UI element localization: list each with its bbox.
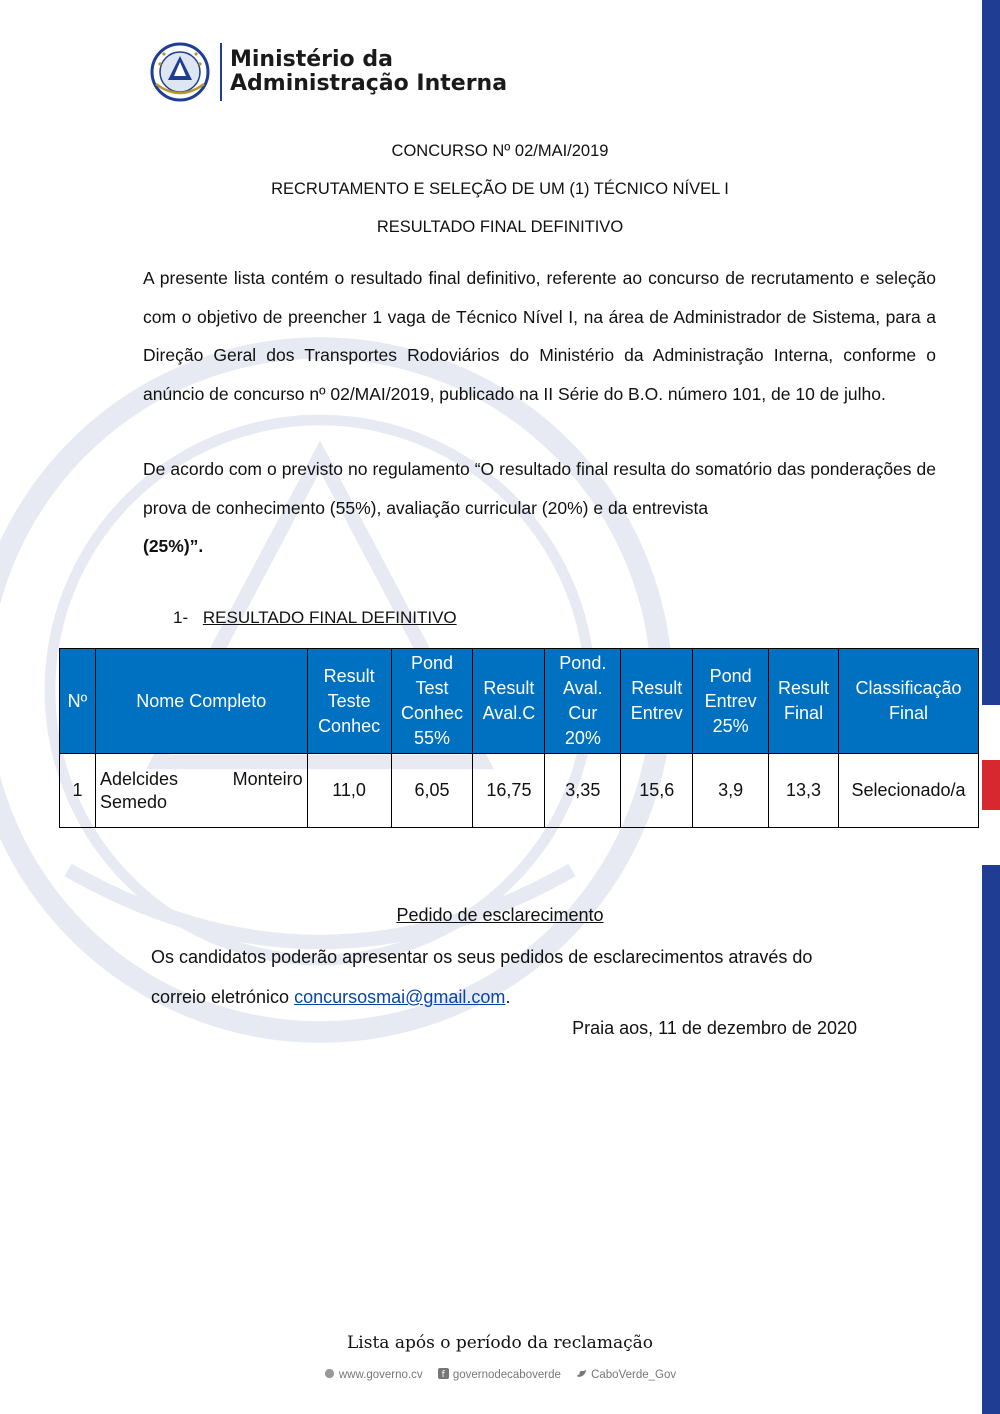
header-result-aval: Result Aval.C — [473, 649, 545, 754]
logo-divider — [220, 43, 222, 101]
cell-pond-entrev: 3,9 — [693, 754, 769, 828]
intro-paragraph-2 — [143, 450, 936, 566]
ministry-logo — [148, 40, 507, 104]
header-num: Nº — [60, 649, 96, 754]
cell-num: 1 — [60, 754, 96, 828]
footer-note: Lista após o período da reclamação — [347, 1333, 653, 1353]
globe-icon — [324, 1368, 335, 1379]
ministry-name-line2: Administração Interna — [230, 71, 508, 96]
table-row — [60, 754, 979, 828]
cell-result-entrev: 15,6 — [621, 754, 693, 828]
footer-links — [0, 1368, 1000, 1381]
contest-subject: RECRUTAMENTO E SELEÇÃO DE UM (1) TÉCNICO NÍVEL I — [271, 180, 729, 198]
intro-paragraph-2-text: De acordo com o previsto no regulamento “O resultado final resulta do somatório das ponderações de prova de conhecimento (55%), avaliação curricular (20%) e da entrevista — [143, 459, 936, 518]
footer-facebook[interactable] — [438, 1369, 564, 1381]
contest-number: CONCURSO Nº 02/MAI/2019 — [391, 142, 609, 160]
footer-twitter[interactable] — [576, 1369, 676, 1381]
svg-text:f: f — [441, 1369, 445, 1379]
header-pond-aval: Pond. Aval. Cur 20% — [545, 649, 621, 754]
intro-paragraph-1: A presente lista contém o resultado final definitivo, referente ao concurso de recrutamento e seleção com o objetivo de preencher 1 vaga de Técnico Nível I, na área de Administrador de Sistema, para a Direção Geral dos Transportes Rodoviários do Ministério da Administração Interna, conforme o anúncio de concurso nº 02/MAI/2019, publicado na II Série do B.O. número 101, de 10 de julho. — [143, 268, 936, 404]
footer-facebook-text: governodecaboverde — [452, 1369, 561, 1381]
side-bar-blue-bottom — [982, 865, 1000, 1414]
footer-twitter-text: CaboVerde_Gov — [591, 1369, 677, 1381]
header-pond-teste: Pond Test Conhec 55% — [391, 649, 473, 754]
header-result-final: Result Final — [769, 649, 839, 754]
email-link[interactable]: concursosmai@gmail.com — [294, 987, 506, 1007]
cell-result-final: 13,3 — [769, 754, 839, 828]
cell-classificacao: Selecionado/a — [839, 754, 979, 828]
header-classificacao: Classificação Final — [839, 649, 979, 754]
facebook-icon — [438, 1368, 449, 1379]
side-bar-blue-top — [982, 0, 1000, 705]
section-heading — [173, 608, 457, 628]
header-pond-entrev: Pond Entrev 25% — [693, 649, 769, 754]
cell-name — [95, 754, 307, 828]
cell-pond-aval: 3,35 — [545, 754, 621, 828]
table-header-row — [60, 649, 979, 754]
cell-pond-teste: 6,05 — [391, 754, 473, 828]
section-number: 1- — [173, 608, 189, 627]
cell-name-last: Semedo — [99, 791, 167, 812]
cell-name-middle: Monteiro — [232, 768, 303, 789]
cell-result-aval: 16,75 — [473, 754, 545, 828]
header-name: Nome Completo — [95, 649, 307, 754]
header-result-entrev: Result Entrev — [621, 649, 693, 754]
clarification-text — [151, 937, 871, 1017]
ministry-name-line1: Ministério da — [230, 47, 393, 72]
date-line: Praia aos, 11 de dezembro de 2020 — [572, 1018, 857, 1038]
twitter-icon — [576, 1368, 587, 1379]
footer-website[interactable] — [324, 1369, 426, 1381]
clarification-body: Os candidatos poderão apresentar os seus pedidos de esclarecimentos através do correio eletrónico — [151, 947, 813, 1007]
coat-of-arms-icon — [148, 40, 212, 104]
ministry-name — [230, 48, 507, 96]
results-table — [59, 648, 979, 828]
clarification-period: . — [505, 987, 511, 1007]
section-label: RESULTADO FINAL DEFINITIVO — [202, 608, 457, 627]
contest-result-title: RESULTADO FINAL DEFINITIVO — [376, 218, 624, 236]
intro-paragraph-2-end: (25%)”. — [143, 536, 204, 556]
header-result-teste: Result Teste Conhec — [307, 649, 391, 754]
clarification-title: Pedido de esclarecimento — [396, 905, 604, 925]
cell-name-first: Adelcides — [99, 768, 178, 789]
side-bar-red — [982, 760, 1000, 810]
footer-website-text: www.governo.cv — [338, 1369, 423, 1381]
cell-result-teste: 11,0 — [307, 754, 391, 828]
